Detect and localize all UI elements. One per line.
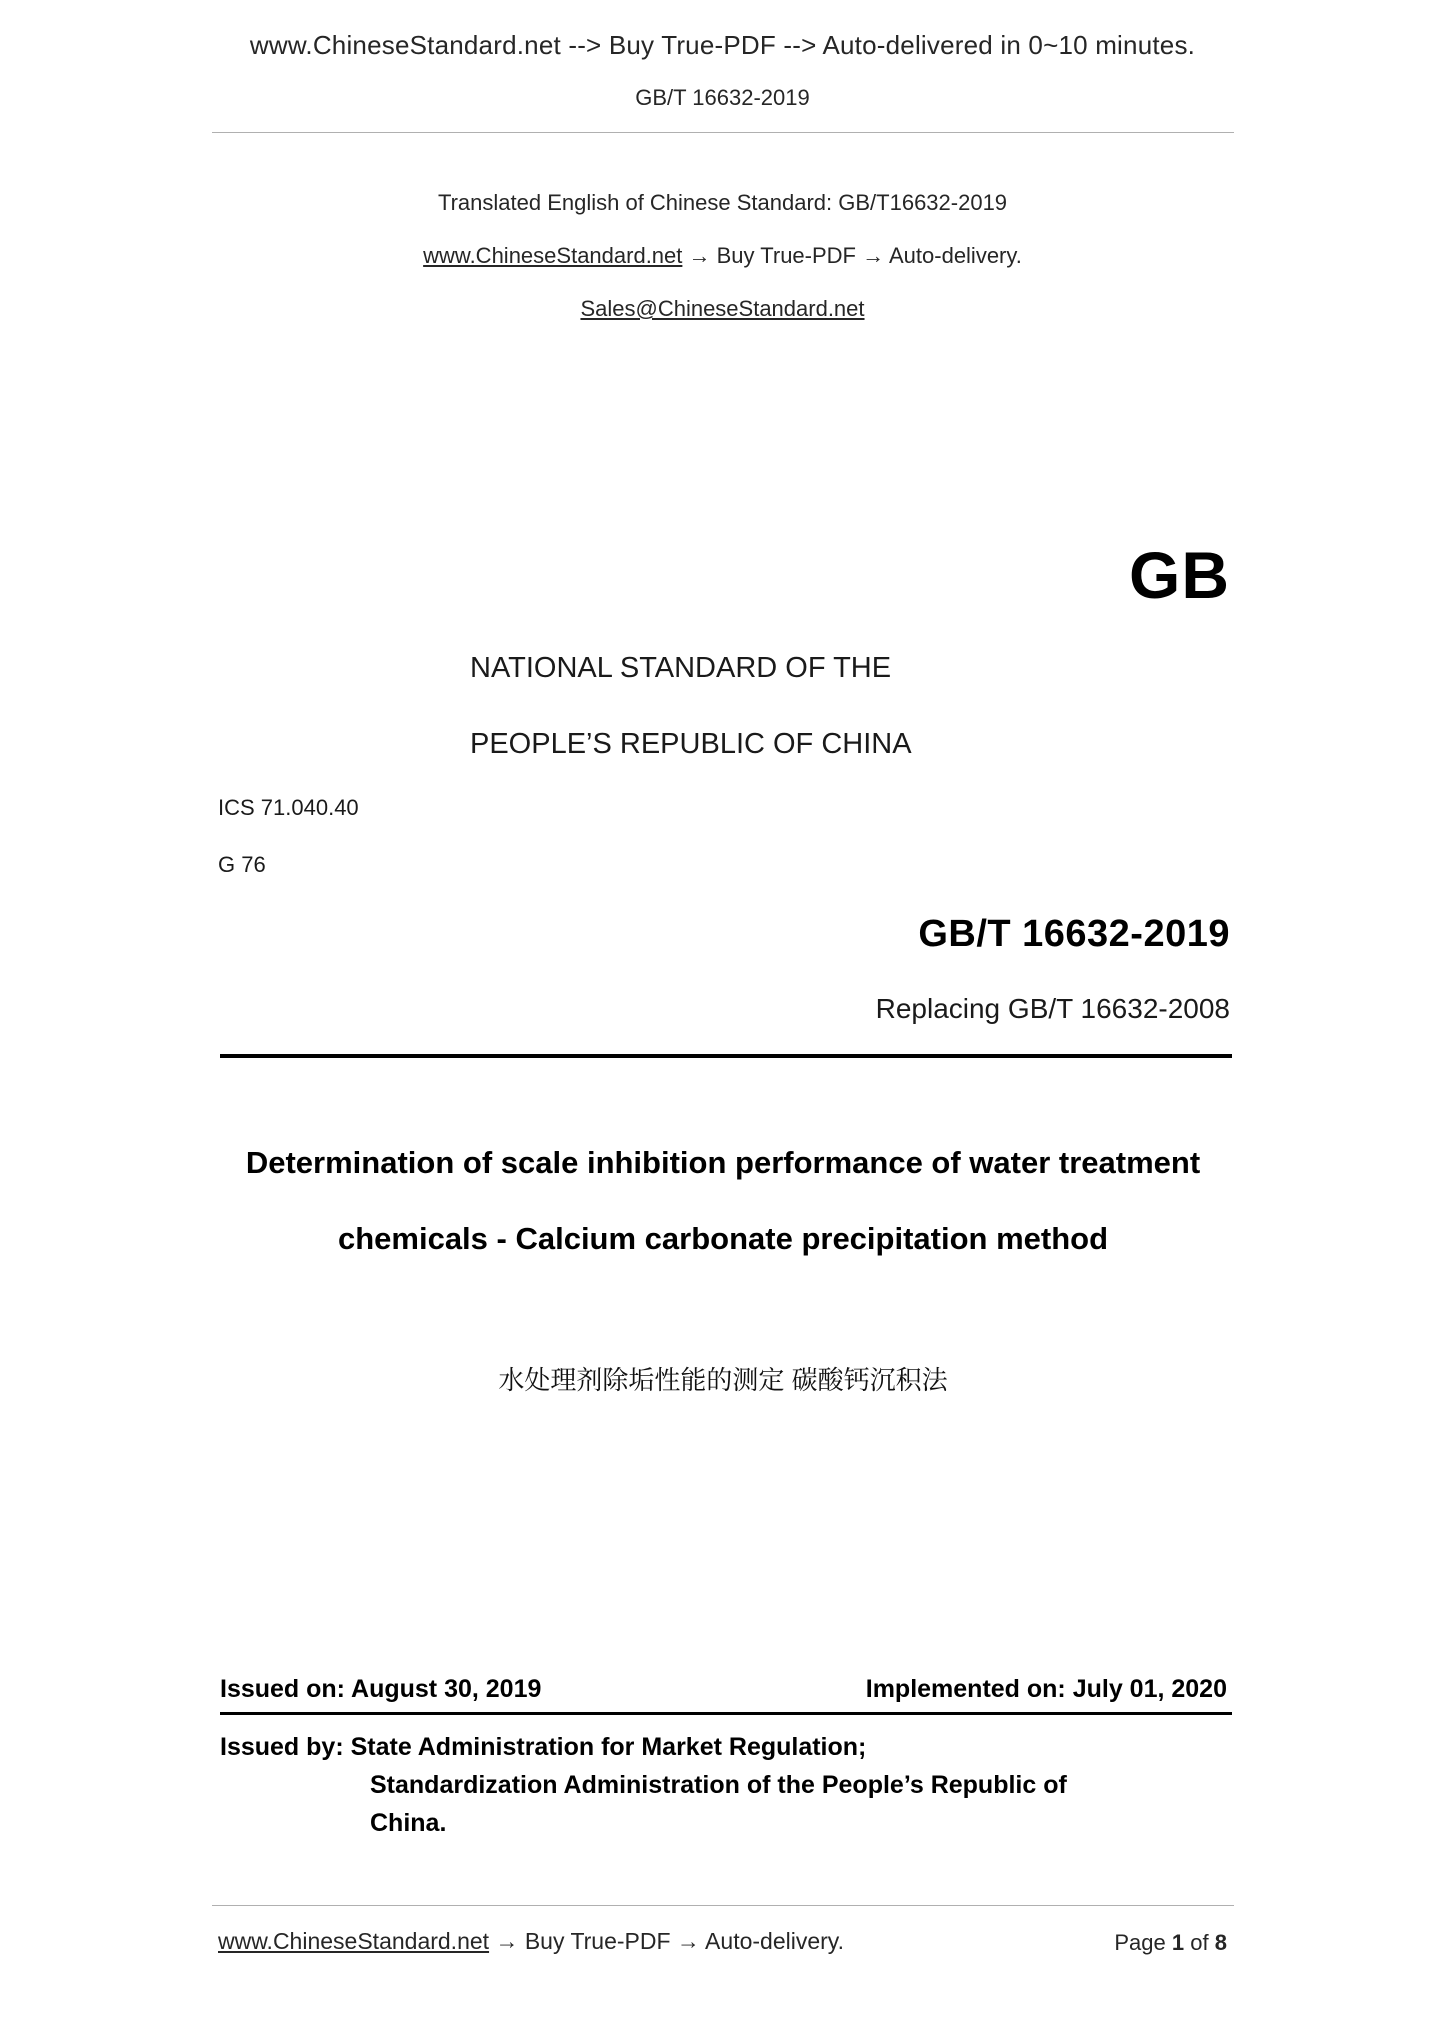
document-title-cn: 水处理剂除垢性能的测定 碳酸钙沉积法 [498,1365,948,1395]
header-standard-code: GB/T 16632-2019 [635,85,810,110]
header-divider [212,132,1234,133]
document-title-en: Determination of scale inhibition performance of water treatment chemicals - Calcium carbonate precipitation method [245,1145,1201,1256]
website-link[interactable]: www.ChineseStandard.net [423,243,683,268]
issued-by-line-1: Issued by: State Administration for Market Regulation; [220,1733,867,1761]
title-divider [220,1054,1232,1058]
footer-website-link[interactable]: www.ChineseStandard.net [218,1928,490,1954]
implemented-on-date: Implemented on: July 01, 2020 [865,1675,1227,1703]
page-label: Page [1114,1930,1166,1955]
standard-number: GB/T 16632-2019 [918,913,1230,955]
ics-code: ICS 71.040.40 [218,795,359,820]
page-indicator [1114,1930,1227,1956]
national-standard-line-1: NATIONAL STANDARD OF THE [470,652,892,684]
replacing-standard: Replacing GB/T 16632-2008 [875,993,1230,1024]
website-link-line [0,243,1445,269]
website-link-suffix: → Buy True-PDF → Auto-delivery. [682,243,1022,268]
classification-code: G 76 [218,852,266,877]
issue-divider [220,1712,1232,1715]
of-label: of [1190,1930,1209,1955]
issued-by-line-2: Standardization Administration of the People’s Republic of [370,1771,1067,1799]
national-standard-line-2: PEOPLE’S REPUBLIC OF CHINA [470,728,912,760]
footer-link-line [218,1928,844,1955]
gb-logo: GB [1129,538,1230,612]
footer-link-suffix: → Buy True-PDF → Auto-delivery. [489,1928,844,1954]
page-total: 8 [1214,1930,1227,1955]
sales-email-line [0,296,1445,322]
sales-email-link[interactable]: Sales@ChineseStandard.net [580,296,865,321]
issued-on-date: Issued on: August 30, 2019 [220,1675,542,1703]
issued-by-block [220,1728,1232,1842]
translated-title-line: Translated English of Chinese Standard: GB/T16632-2019 [437,190,1008,215]
page-number: 1 [1171,1930,1185,1955]
issued-by-line-3: China. [370,1809,447,1837]
promo-banner: www.ChineseStandard.net --> Buy True-PDF --> Auto-delivered in 0~10 minutes. [249,30,1196,60]
footer-divider [212,1905,1234,1906]
